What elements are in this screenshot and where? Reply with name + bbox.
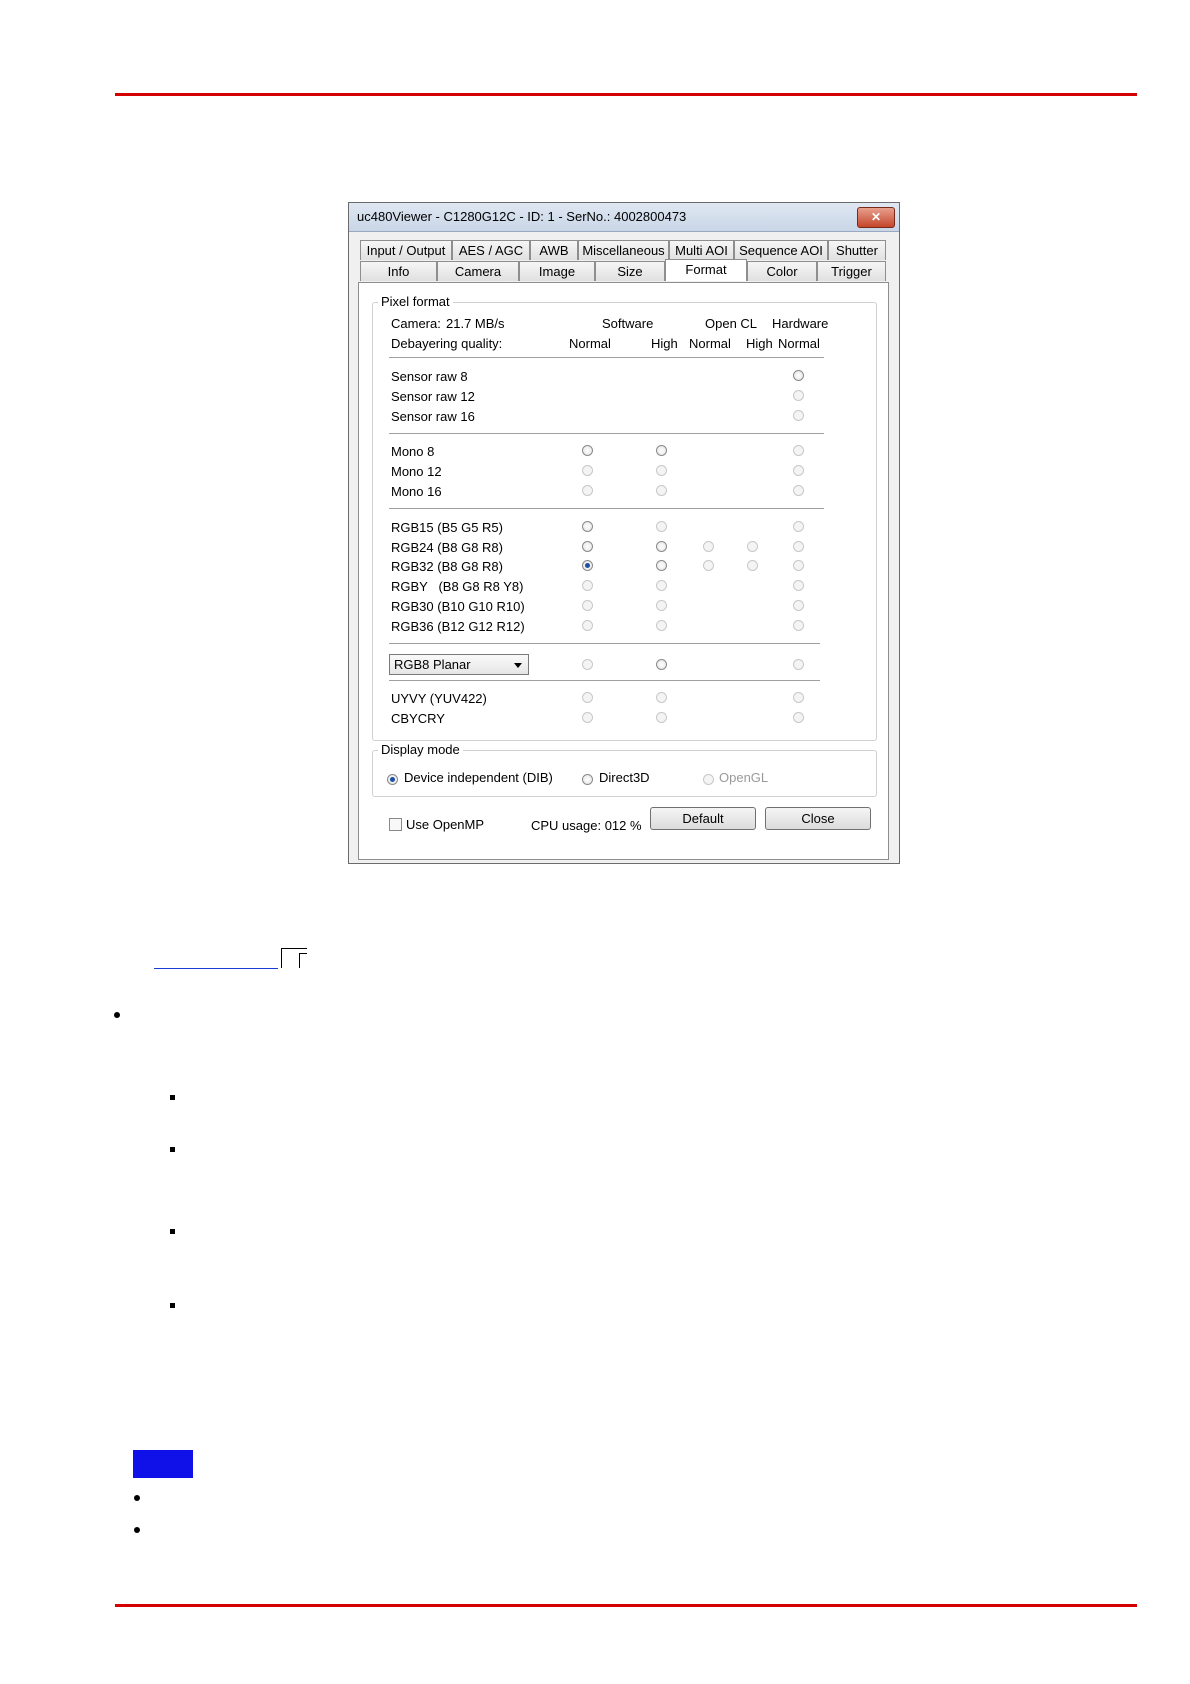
tab-input-output[interactable]: Input / Output [360,240,452,260]
radio-mono-8-hw[interactable] [793,445,804,456]
radio-sensor-raw-12-hw[interactable] [793,390,804,401]
tab-trigger[interactable]: Trigger [817,261,886,281]
radio-uyvy-sw-high[interactable] [656,692,667,703]
radio-rgb24-hw[interactable] [793,541,804,552]
row-sensor-raw-8: Sensor raw 8 [391,369,468,384]
camera-label: Camera: [391,316,441,331]
radio-rgb32-sw-normal[interactable] [582,560,593,571]
radio-mono-16-hw[interactable] [793,485,804,496]
window-close-button[interactable]: ✕ [857,207,895,228]
radio-display-dib[interactable] [387,774,398,785]
radio-mono-12-sw-normal[interactable] [582,465,593,476]
radio-mono-16-sw-normal[interactable] [582,485,593,496]
radio-sensor-raw-8-hw[interactable] [793,370,804,381]
bullet-icon [134,1527,140,1533]
hyperlink-underline[interactable] [154,968,278,969]
radio-planar-sw-normal[interactable] [582,659,593,670]
row-rgby: RGBY (B8 G8 R8 Y8) [391,579,524,594]
radio-mono-8-sw-normal[interactable] [582,445,593,456]
sub-hardware-normal: Normal [778,336,820,351]
row-mono-12: Mono 12 [391,464,442,479]
radio-mono-12-sw-high[interactable] [656,465,667,476]
bullet-icon [134,1495,140,1501]
column-software: Software [602,316,654,331]
row-mono-8: Mono 8 [391,444,435,459]
display-direct3d-label[interactable]: Direct3D [599,770,650,785]
row-rgb15: RGB15 (B5 G5 R5) [391,520,503,535]
header-rule [115,93,1137,96]
radio-rgb36-sw-normal[interactable] [582,620,593,631]
radio-mono-8-sw-high[interactable] [656,445,667,456]
radio-rgby-hw[interactable] [793,580,804,591]
radio-rgb32-cl-high[interactable] [747,560,758,571]
use-openmp-label[interactable]: Use OpenMP [406,817,485,832]
radio-uyvy-sw-normal[interactable] [582,692,593,703]
debayering-label: Debayering quality: [391,336,503,351]
cpu-usage: CPU usage: 012 % [531,818,642,833]
sub-software-high: High [651,336,678,351]
row-rgb30: RGB30 (B10 G10 R10) [391,599,525,614]
radio-rgb32-cl-normal[interactable] [703,560,714,571]
tab-size[interactable]: Size [595,261,665,281]
radio-cbycry-sw-normal[interactable] [582,712,593,723]
camera-rate: 21.7 MB/s [446,316,505,331]
radio-rgb24-sw-normal[interactable] [582,541,593,552]
separator [389,680,820,681]
tab-miscellaneous[interactable]: Miscellaneous [578,240,669,260]
bullet-icon [114,1012,120,1018]
sub-bullet-icon [170,1229,175,1234]
use-openmp-checkbox[interactable] [389,818,402,831]
radio-display-direct3d[interactable] [582,774,593,785]
display-dib-label[interactable]: Device independent (DIB) [404,770,553,785]
note-label-box [133,1450,193,1478]
radio-rgb32-sw-high[interactable] [656,560,667,571]
tab-camera[interactable]: Camera [437,261,519,281]
display-mode-label: Display mode [378,742,463,757]
planar-format-select[interactable] [389,654,529,675]
radio-rgb24-cl-normal[interactable] [703,541,714,552]
row-rgb24: RGB24 (B8 G8 R8) [391,540,503,555]
sub-software-normal: Normal [569,336,611,351]
sub-bullet-icon [170,1303,175,1308]
default-button[interactable]: Default [650,807,756,830]
sub-bullet-icon [170,1095,175,1100]
close-button[interactable]: Close [765,807,871,830]
radio-rgby-sw-high[interactable] [656,580,667,591]
row-sensor-raw-16: Sensor raw 16 [391,409,475,424]
tab-multi-aoi[interactable]: Multi AOI [669,240,734,260]
radio-mono-16-sw-high[interactable] [656,485,667,496]
chevron-down-icon [514,663,522,668]
planar-format-value: RGB8 Planar [394,657,471,672]
radio-rgb32-hw[interactable] [793,560,804,571]
separator [389,508,824,509]
radio-rgb36-hw[interactable] [793,620,804,631]
radio-rgb30-sw-normal[interactable] [582,600,593,611]
separator [389,433,824,434]
window-title: uc480Viewer - C1280G12C - ID: 1 - SerNo.: 4002800473 [357,209,687,224]
tab-color[interactable]: Color [747,261,817,281]
tab-sequence-aoi[interactable]: Sequence AOI [734,240,828,260]
row-rgb32: RGB32 (B8 G8 R8) [391,559,503,574]
radio-rgb15-hw[interactable] [793,521,804,532]
column-opencl: Open CL [705,316,758,331]
page-reference-icon [281,948,307,968]
row-sensor-raw-12: Sensor raw 12 [391,389,475,404]
radio-sensor-raw-16-hw[interactable] [793,410,804,421]
separator [389,643,820,644]
row-cbycry: CBYCRY [391,711,445,726]
tab-shutter[interactable]: Shutter [828,240,886,260]
tab-aes-agc[interactable]: AES / AGC [452,240,530,260]
uc480viewer-dialog [348,202,900,864]
row-rgb36: RGB36 (B12 G12 R12) [391,619,525,634]
tab-info[interactable]: Info [360,261,437,281]
pixel-format-label: Pixel format [378,294,453,309]
radio-rgb30-sw-high[interactable] [656,600,667,611]
radio-rgb36-sw-high[interactable] [656,620,667,631]
radio-rgb30-hw[interactable] [793,600,804,611]
radio-cbycry-sw-high[interactable] [656,712,667,723]
tab-image[interactable]: Image [519,261,595,281]
sub-opencl-high: High [746,336,773,351]
radio-planar-sw-high[interactable] [656,659,667,670]
radio-mono-12-hw[interactable] [793,465,804,476]
sub-opencl-normal: Normal [689,336,731,351]
radio-rgb24-cl-high[interactable] [747,541,758,552]
radio-cbycry-hw[interactable] [793,712,804,723]
tab-awb[interactable]: AWB [530,240,578,260]
radio-rgb15-sw-high[interactable] [656,521,667,532]
column-hardware: Hardware [772,316,829,331]
row-uyvy: UYVY (YUV422) [391,691,487,706]
display-opengl-label[interactable]: OpenGL [719,770,769,785]
radio-rgb15-sw-normal[interactable] [582,521,593,532]
footer-rule [115,1604,1137,1607]
radio-rgby-sw-normal[interactable] [582,580,593,591]
radio-rgb24-sw-high[interactable] [656,541,667,552]
title-bar [349,203,899,232]
tab-format[interactable]: Format [665,259,747,281]
row-mono-16: Mono 16 [391,484,442,499]
radio-uyvy-hw[interactable] [793,692,804,703]
radio-display-opengl[interactable] [703,774,714,785]
separator [389,357,824,358]
sub-bullet-icon [170,1147,175,1152]
radio-planar-hw[interactable] [793,659,804,670]
